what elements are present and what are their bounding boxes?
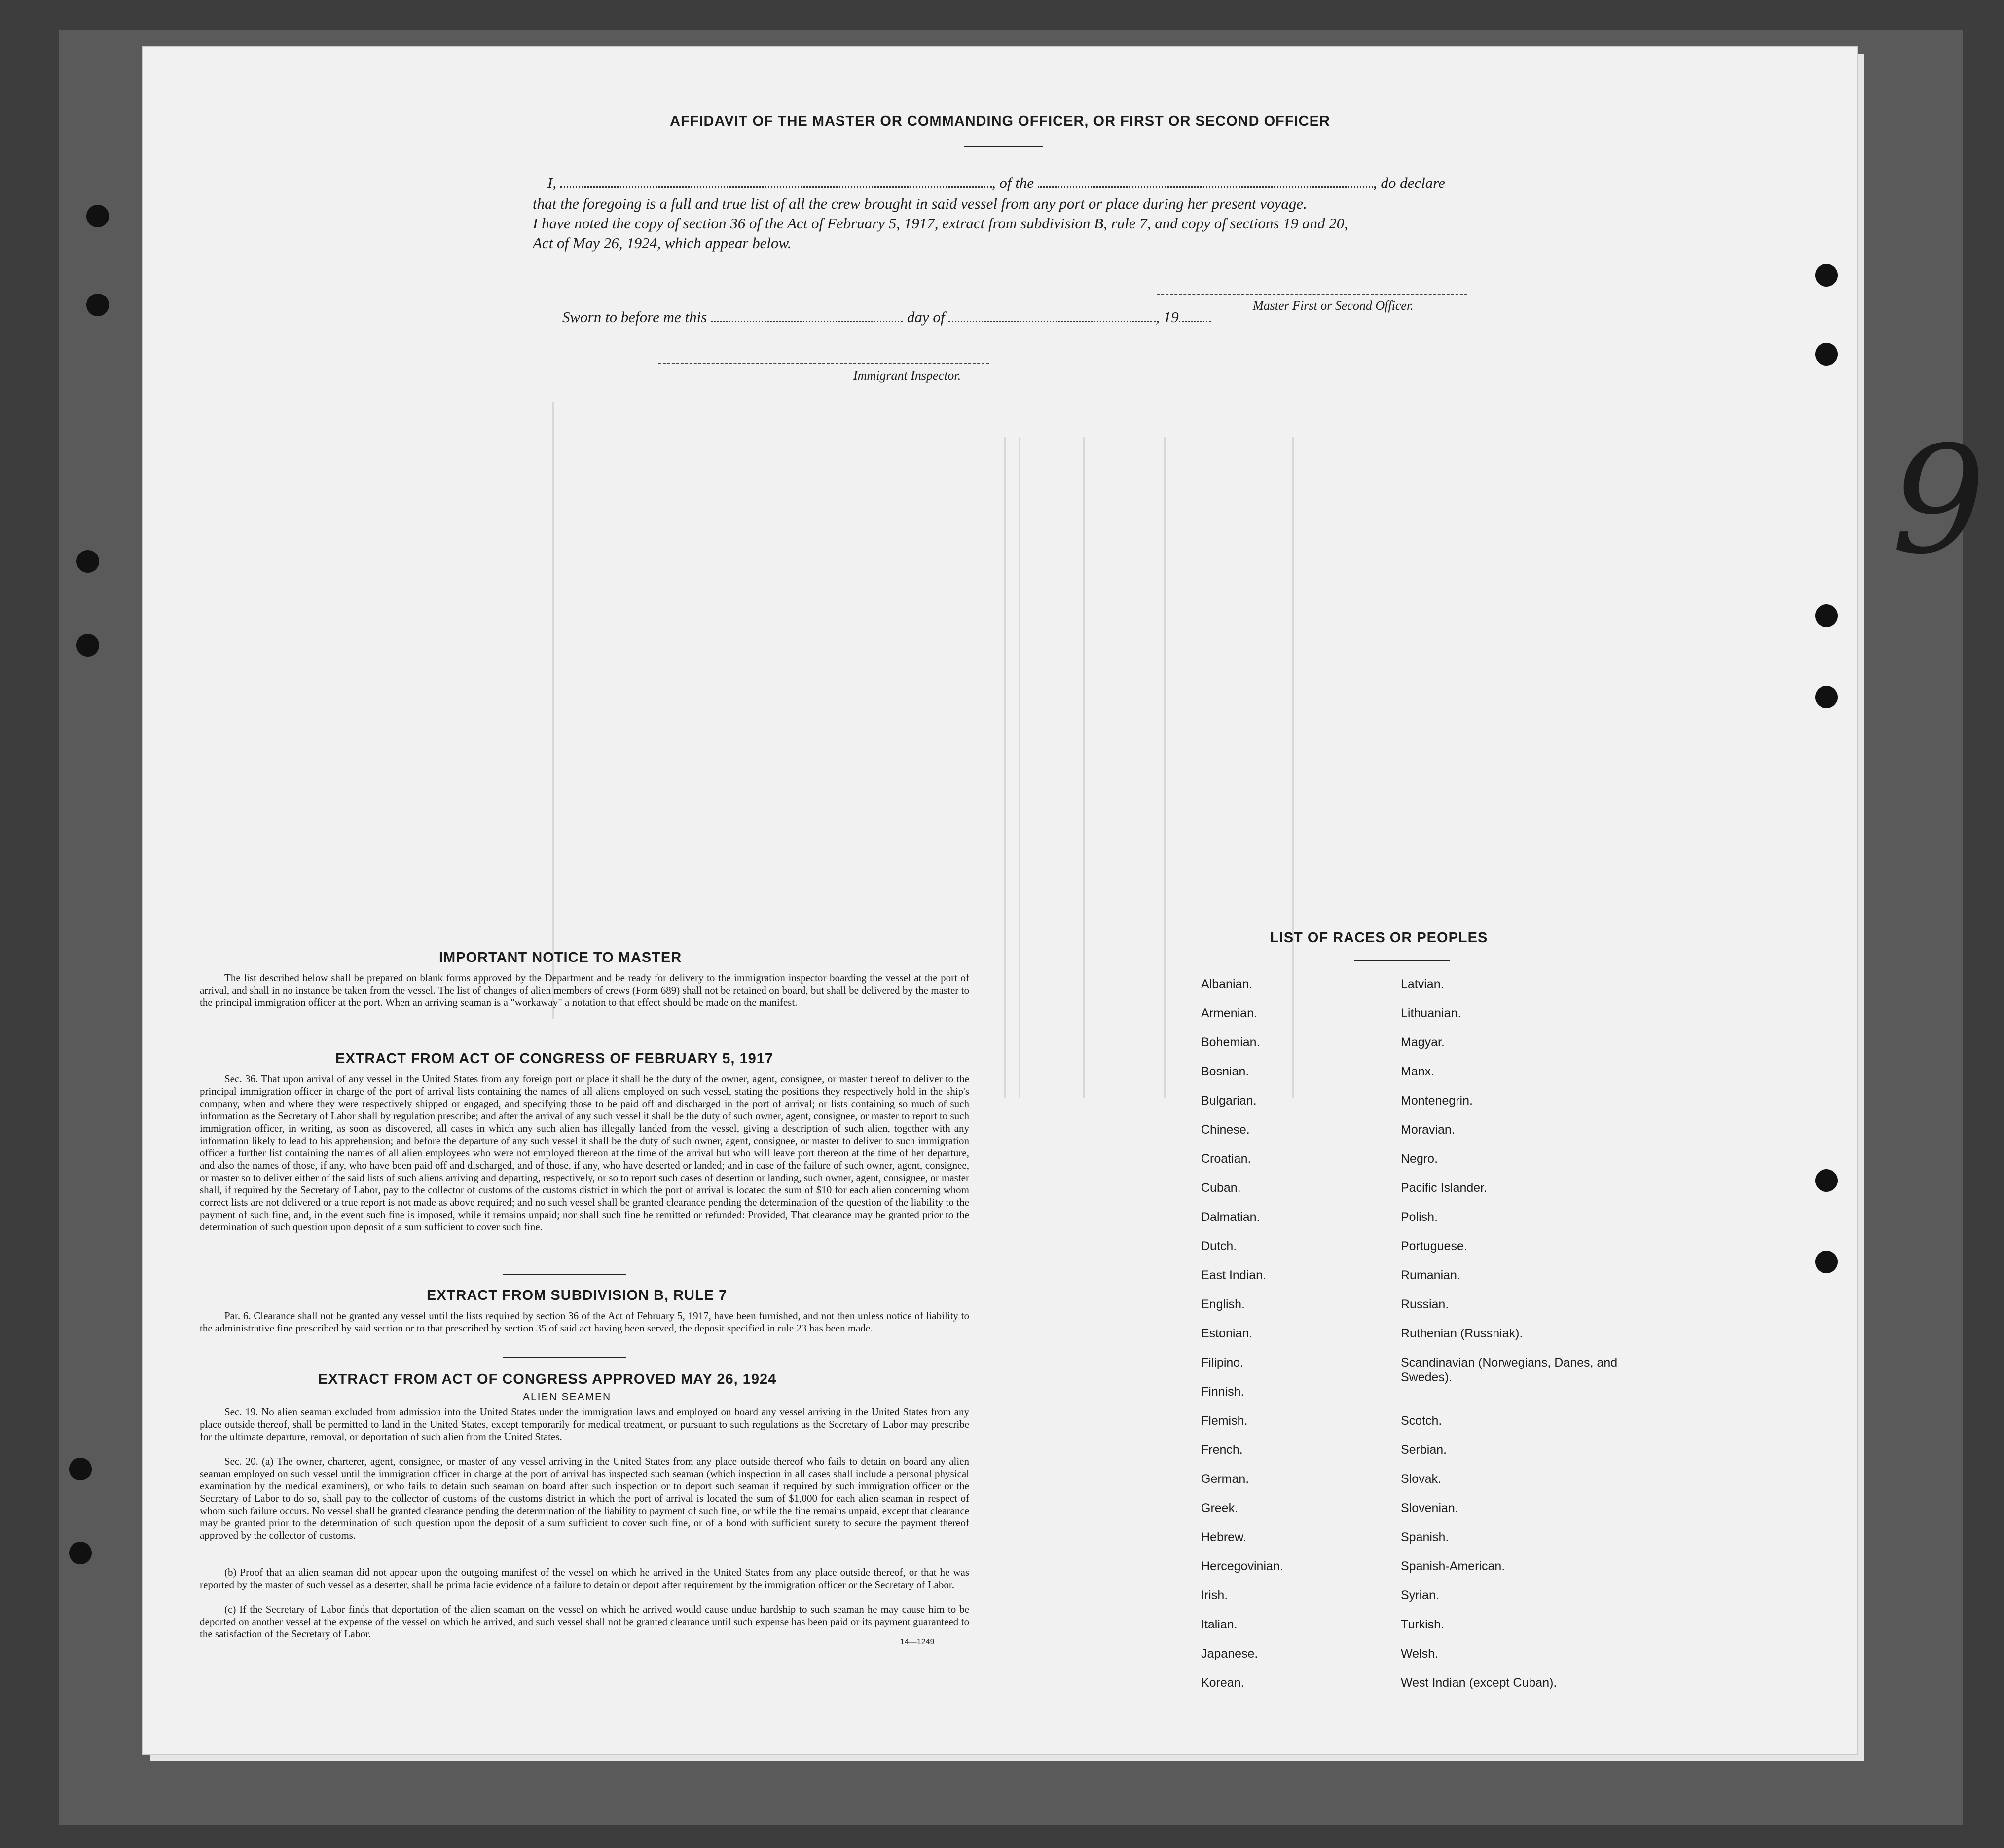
title-rule [964,146,1043,147]
race-item: German. [1201,1472,1249,1486]
race-item: Cuban. [1201,1181,1241,1195]
bleed-through-line [1004,437,1006,1098]
race-item: Slovak. [1401,1472,1441,1486]
race-item: Syrian. [1401,1589,1439,1602]
race-item: Moravian. [1401,1123,1455,1137]
race-item: English. [1201,1297,1245,1311]
race-item: Bulgarian. [1201,1094,1257,1108]
punch-hole [76,634,99,657]
affidavit-line3: I have noted the copy of section 36 of the Act of February 5, 1917, extract from subdivision B, rule 7, and copy of sections 19 and 20, [533,215,1348,232]
races-title: LIST OF RACES OR PEOPLES [1270,930,1488,946]
bleed-through-line [1019,437,1020,1098]
document-page [143,47,1986,1754]
race-item: Irish. [1201,1589,1228,1602]
affidavit-i-label: I, [547,174,557,191]
race-item: Magyar. [1401,1035,1445,1049]
of-the-label: , of the [991,174,1034,191]
subdivision-b-body: Par. 6. Clearance shall not be granted any vessel until the lists required by section 36 of the Act of February 5, 1917, have been furnished, and not then unless notice of liability to the administrative fine prescribed by said section or to that prescribed by section 35 of said act having been served, the deposit specified in rule 23 has been made. [200,1310,969,1334]
race-item: Portuguese. [1401,1239,1467,1253]
race-item: West Indian (except Cuban). [1401,1676,1557,1690]
race-item: French. [1201,1443,1243,1457]
bleed-through-line [1083,437,1085,1098]
bleed-through-line [552,402,554,1019]
punch-hole [1815,264,1838,287]
race-item: Italian. [1201,1618,1238,1631]
section-20b-text: (b) Proof that an alien seaman did not appear upon the outgoing manifest of the vessel on which he arrived in the United States from any place outside thereof, or that he was reported by the master of such vessel as a deserter, shall be prima facie evidence of a failure to detain or deport after requirement by the immigration officer or the Secretary of Labor. [200,1566,969,1590]
extract-1917-body: Sec. 36. That upon arrival of any vessel in the United States from any foreign port or place it shall be the duty of the owner, agent, consignee, or master thereof to deliver to the principal immigration officer in charge of the port of arrival lists containing the names of all aliens employed on such vessel, stating the positions they respectively hold in the ship's company, when and where they were respectively shipped or engaged, and specifying those to be paid off and discharged in the port of arrival; or lists containing so much of such information as the Secretary of Labor shall by regulation prescribe; and after the arrival of any such vessel it shall be the duty of such owner, agent, consignee, or master to report to such immigration officer, in writing, as soon as discovered, all cases in which any such alien has illegally landed from the vessel, giving a description of such alien, together with any information likely to lead to his apprehension; and before the departure of any such vessel it shall be the duty of such owner, agent, consignee, or master to deliver to such immigration officer a further list containing the names of all alien employees who were not employed thereon at the time of the arrival but who will leave port thereon at the time of her departure, and also the names of those, if any, who have been paid off and discharged, and of those, if any, who have deserted or landed; and in case of the failure of such owner, agent, consignee, or master so to deliver either of the said lists of such aliens arriving and departing, respectively, or so to report such cases of desertion or landing, such owner, agent, consignee, or master shall, if required by the Secretary of Labor, pay to the collector of customs of the customs district in which the port of arrival is located the sum of $10 for each alien concerning whom correct lists are not delivered or a true report is not made as above required; and no such vessel shall be granted clearance pending the determination of the question of the liability to the payment of such fine, and, in the event such fine is imposed, while it remains unpaid; nor shall such fine be remitted or refunded: Provided, That clearance may be granted prior to the determination of such question upon deposit of a sum sufficient to cover such fine. [200,1073,969,1233]
section-20c-text: (c) If the Secretary of Labor finds that deportation of the alien seaman on the vessel on which he arrived would cause undue hardship to such seaman he may cause him to be deported on another vessel at the expense of the vessel on which he arrived, and such vessel shall not be granted clearance until such expense has been paid or its payment guaranteed to the satisfaction of the Secretary of Labor. [200,1603,969,1640]
punch-hole [86,294,109,316]
affidavit-title: AFFIDAVIT OF THE MASTER OR COMMANDING OFFICER, OR FIRST OR SECOND OFFICER [670,113,1330,129]
punch-hole [1815,604,1838,627]
sworn-day-blank [711,321,903,322]
race-item: Manx. [1401,1065,1435,1078]
race-item: Latvian. [1401,977,1444,991]
race-item: Dutch. [1201,1239,1237,1253]
race-item: Finnish. [1201,1385,1244,1399]
punch-hole [1815,343,1838,366]
section-19-text: Sec. 19. No alien seaman excluded from admission into the United States under the immigration laws and employed on board any vessel arriving in the United States from any place outside thereof, shall be permitted to land in the United States, except temporarily for medical treatment, or pursuant to such regulations as the Secretary of Labor may prescribe for the ultimate departure, removal, or deportation of such alien from the United States. [200,1406,969,1442]
bleed-through-line [1164,437,1166,1098]
race-item: Chinese. [1201,1123,1250,1137]
race-item: Spanish-American. [1401,1559,1505,1573]
race-item: Filipino. [1201,1356,1244,1369]
race-item: Scotch. [1401,1414,1442,1428]
affidavit-line1 [547,174,1445,192]
affidavit-line4: Act of May 26, 1924, which appear below. [533,234,792,252]
master-signature-label: Master First or Second Officer. [1253,298,1414,313]
notice-body: The list described below shall be prepared on blank forms approved by the Department and be ready for delivery to the immigration inspector boarding the vessel at the port of arrival, and shall in no instance be taken from the vessel. The list of changes of alien members of crews (Form 689) shall not be retained on board, but shall be delivered by the master to the principal immigration officer at the port. When an arriving seaman is a "workaway" a notation to that effect should be made on the manifest. [200,972,969,1008]
race-item: Serbian. [1401,1443,1447,1457]
race-item: Croatian. [1201,1152,1251,1166]
race-item: Montenegrin. [1401,1094,1473,1108]
declare-label: , do declare [1373,174,1445,191]
sworn-year-blank [1179,321,1211,322]
subdivision-b-title: EXTRACT FROM SUBDIVISION B, RULE 7 [427,1288,728,1303]
race-item: Albanian. [1201,977,1253,991]
punch-hole [86,205,109,227]
master-signature-line [1157,294,1467,295]
races-column-2 [1401,977,1657,1704]
race-item: Slovenian. [1401,1501,1458,1515]
extract-1924-title: EXTRACT FROM ACT OF CONGRESS APPROVED MAY 26, 1924 [318,1371,777,1387]
punch-hole [69,1542,92,1564]
race-item: Pacific Islander. [1401,1181,1488,1195]
section-rule [503,1274,626,1275]
race-item: Polish. [1401,1210,1438,1224]
race-item: Scandinavian (Norwegians, Danes, and Swedes). [1401,1356,1618,1384]
sworn-line [562,308,1211,326]
race-item: Hebrew. [1201,1530,1246,1544]
sworn-year: , 19 [1156,308,1179,326]
inspector-signature-line [658,363,989,364]
alien-seamen-subtitle: ALIEN SEAMEN [523,1391,612,1403]
race-item: Bohemian. [1201,1035,1260,1049]
race-item: Turkish. [1401,1618,1444,1631]
race-item: Lithuanian. [1401,1006,1461,1020]
notice-title: IMPORTANT NOTICE TO MASTER [439,950,682,965]
race-item: Bosnian. [1201,1065,1249,1078]
race-item: Ruthenian (Russniak). [1401,1327,1523,1340]
punch-hole [76,550,99,573]
race-item: Negro. [1401,1152,1438,1166]
section-rule [503,1357,626,1358]
name-blank [560,186,992,188]
punch-hole [1815,1169,1838,1192]
punch-hole [69,1458,92,1480]
race-item: Estonian. [1201,1327,1253,1340]
affidavit-line2: that the foregoing is a full and true list of all the crew brought in said vessel from any port or place during her present voyage. [533,195,1307,212]
race-item: Japanese. [1201,1647,1258,1661]
sworn-day-of: day of [907,308,945,326]
punch-hole [1815,686,1838,708]
race-item: Dalmatian. [1201,1210,1260,1224]
sworn-prefix: Sworn to before me this [562,308,707,326]
race-item: Korean. [1201,1676,1244,1690]
section-20a-text: Sec. 20. (a) The owner, charterer, agent, consignee, or master of any vessel arriving in the United States from any place outside thereof who fails to detain on board any alien seaman employed on such vessel until the immigration officer in charge at the port of arrival has inspected such seaman (which inspection in all cases shall include a personal physical examination by the medical examiners), or who fails to detain such seaman on board after such inspection or to deport such seaman if required by such immigration officer or the Secretary of Labor to do so, shall pay to the collector of customs of the customs district in which the port of arrival is located the sum of $1,000 for each alien seaman in respect of whom such failure occurs. No vessel shall be granted clearance pending the determination of the liability to payment of such fine, or while the fine remains unpaid, except that clearance may be granted prior to the determination of such question upon the deposit of a sum sufficient to cover such fine, or of a bond with sufficient surety to secure the payment thereof approved by the collector of customs. [200,1455,969,1541]
extract-1917-title: EXTRACT FROM ACT OF CONGRESS OF FEBRUARY 5, 1917 [335,1051,774,1067]
form-number: 14—1249 [900,1638,935,1646]
race-item: East Indian. [1201,1268,1267,1282]
punch-hole [1815,1251,1838,1273]
inspector-label: Immigrant Inspector. [853,369,961,383]
race-item: Spanish. [1401,1530,1449,1544]
race-item: Hercegovinian. [1201,1559,1283,1573]
race-item: Rumanian. [1401,1268,1460,1282]
races-title-rule [1354,960,1450,961]
handwritten-page-number: 9 [1892,414,1986,587]
race-item: Armenian. [1201,1006,1257,1020]
race-item: Welsh. [1401,1647,1438,1661]
sworn-month-blank [948,321,1156,322]
race-item: Greek. [1201,1501,1239,1515]
vessel-blank [1038,186,1373,188]
races-column-1 [1201,977,1364,1704]
race-item: Flemish. [1201,1414,1248,1428]
race-item: Russian. [1401,1297,1449,1311]
